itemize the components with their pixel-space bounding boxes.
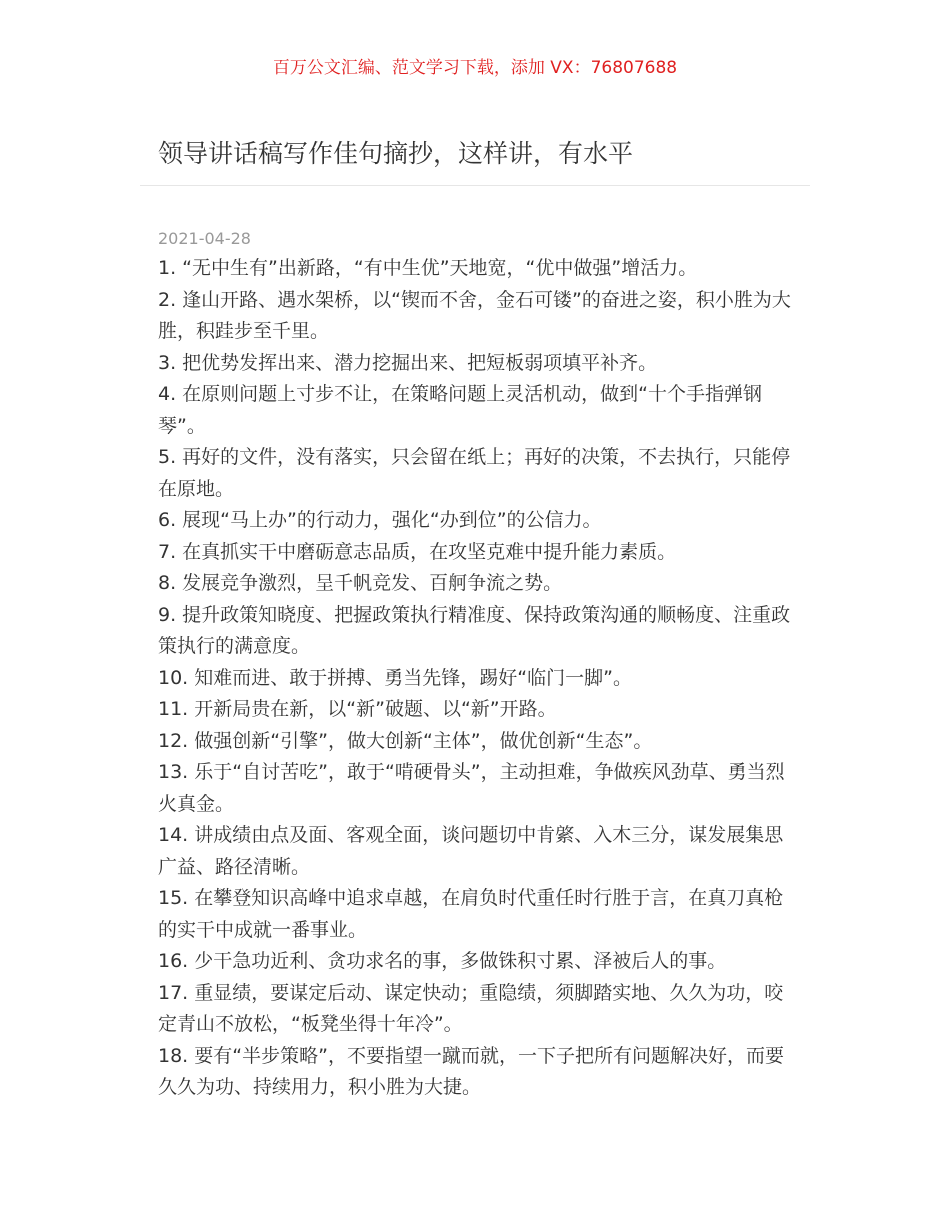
quote-item: 1. “无中生有”出新路，“有中生优”天地宽，“优中做强”增活力。 <box>158 257 698 279</box>
quote-item: 9. 提升政策知晓度、把握政策执行精准度、保持政策沟通的顺畅度、注重政策执行的满意度。 <box>158 603 791 657</box>
quote-item: 13. 乐于“自讨苦吃”，敢于“啃硬骨头”，主动担难，争做疾风劲草、勇当烈火真金。 <box>158 761 785 815</box>
title-divider <box>140 185 810 186</box>
quote-item: 10. 知难而进、敢于拼搏、勇当先锋，踢好“临门一脚”。 <box>158 666 632 689</box>
quote-item: 12. 做强创新“引擎”，做大创新“主体”，做优创新“生态”。 <box>158 729 653 752</box>
quote-item: 8. 发展竞争激烈，呈千帆竞发、百舸争流之势。 <box>158 572 563 594</box>
quote-item: 3. 把优势发挥出来、潜力挖掘出来、把短板弱项填平补齐。 <box>158 351 658 374</box>
quote-item: 4. 在原则问题上寸步不让，在策略问题上灵活机动，做到“十个手指弹钢琴”。 <box>158 383 763 437</box>
article-title: 领导讲话稿写作佳句摘抄，这样讲，有水平 <box>158 139 634 168</box>
quote-list <box>158 253 794 1104</box>
quote-item: 18. 要有“半步策略”，不要指望一蹴而就，一下子把所有问题解决好，而要久久为功、持续用力，积小胜为大捷。 <box>158 1044 784 1098</box>
quote-item: 17. 重显绩，要谋定后动、谋定快动；重隐绩，须脚踏实地、久久为功，咬定青山不放松，“板凳坐得十年冷”。 <box>158 981 784 1035</box>
quote-item: 16. 少干急功近利、贪功求名的事，多做铢积寸累、泽被后人的事。 <box>158 950 727 972</box>
quote-item: 5. 再好的文件，没有落实，只会留在纸上；再好的决策，不去执行，只能停在原地。 <box>158 446 791 500</box>
publish-date: 2021-04-28 <box>158 229 251 248</box>
quote-item: 11. 开新局贵在新，以“新”破题、以“新”开路。 <box>158 698 557 720</box>
quote-item: 6. 展现“马上办”的行动力，强化“办到位”的公信力。 <box>158 509 602 531</box>
quote-item: 14. 讲成绩由点及面、客观全面，谈问题切中肯綮、入木三分，谋发展集思广益、路径清晰。 <box>158 824 784 878</box>
quote-item: 2. 逢山开路、遇水架桥，以“锲而不舍，金石可镂”的奋进之姿，积小胜为大胜，积跬步至千里。 <box>158 288 791 342</box>
promo-banner: 百万公文汇编、范文学习下载，添加 VX：76807688 <box>272 58 678 78</box>
quote-item: 7. 在真抓实干中磨砺意志品质，在攻坚克难中提升能力素质。 <box>158 540 677 563</box>
quote-item: 15. 在攀登知识高峰中追求卓越，在肩负时代重任时行胜于言，在真刀真枪的实干中成就一番事业。 <box>158 887 784 941</box>
